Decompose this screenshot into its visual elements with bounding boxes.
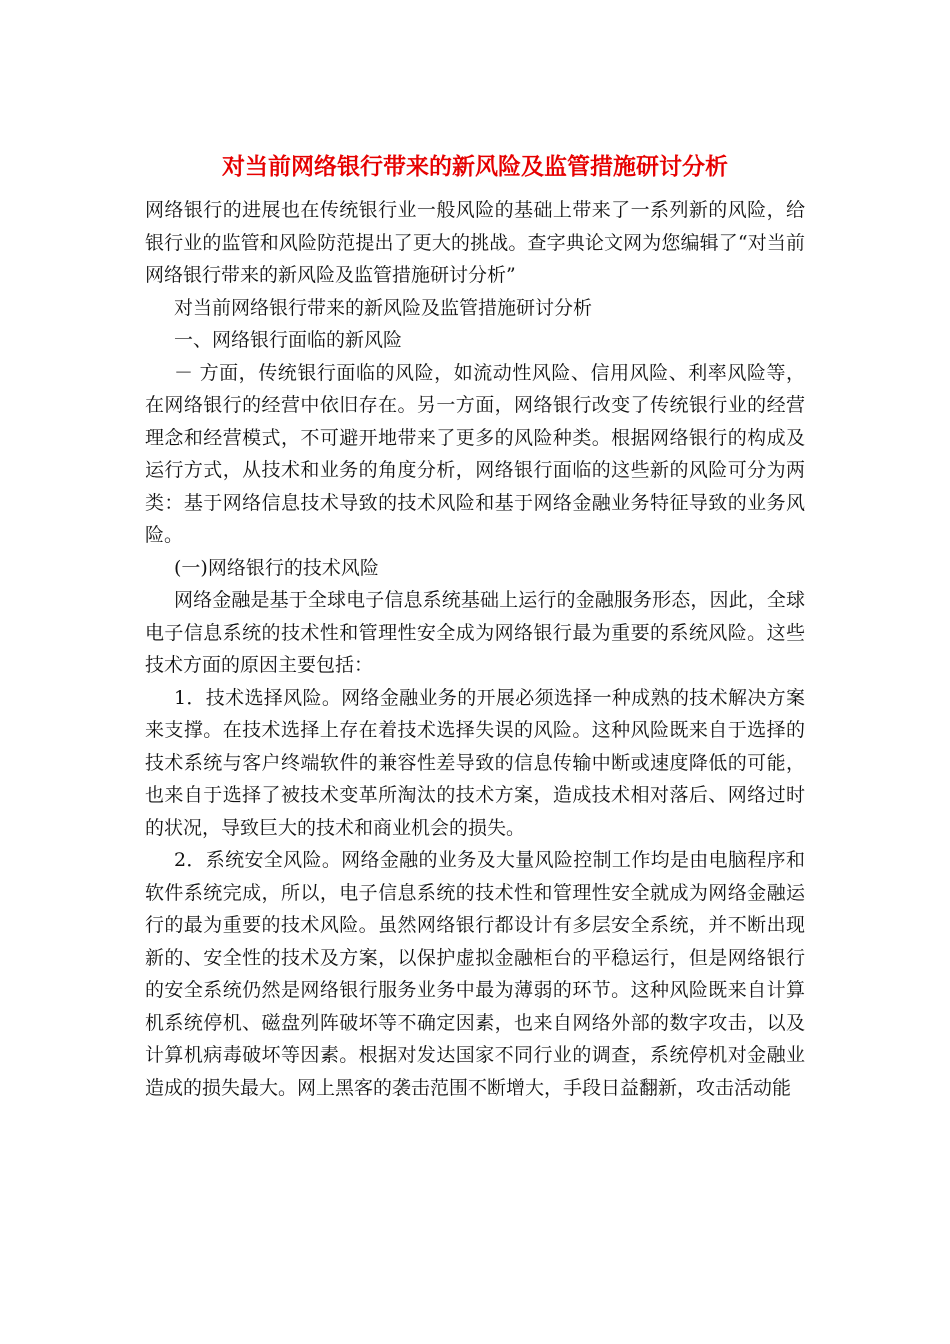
body-paragraph: － 方面，传统银行面临的风险，如流动性风险、信用风险、利率风险等，在网络银行的经营中依旧存在。另一方面，网络银行改变了传统银行业的经营理念和经营模式，不可避开地带来了更多的风险种类。根据网络银行的构成及运行方式，从技术和业务的角度分析，网络银行面临的这些新的风险可分为两类：基于网络信息技术导致的技术风险和基于网络金融业务特征导致的业务风险。 [145, 361, 805, 546]
body-paragraph: 1．技术选择风险。网络金融业务的开展必须选择一种成熟的技术解决方案来支撑。在技术选择上存在着技术选择失误的风险。这种风险既来自于选择的技术系统与客户终端软件的兼容性差导致的信息传输中断或速度降低的可能，也来自于选择了被技术变革所淘汰的技术方案，造成技术相对落后、网络过时的状况，导致巨大的技术和商业机会的损失。 [145, 686, 805, 839]
body-paragraph: 对当前网络银行带来的新风险及监管措施研讨分析 [174, 296, 593, 319]
body-paragraph: 一、网络银行面临的新风险 [174, 329, 403, 351]
body-paragraph: 网络金融是基于全球电子信息系统基础上运行的金融服务形态，因此，全球电子信息系统的技术性和管理性安全成为网络银行最为重要的系统风险。这些技术方面的原因主要包括： [145, 589, 805, 676]
body-paragraph: (一)网络银行的技术风险 [174, 556, 379, 579]
document-body [145, 194, 805, 1104]
body-paragraph: 2．系统安全风险。网络金融的业务及大量风险控制工作均是由电脑程序和软件系统完成，所以，电子信息系统的技术性和管理性安全就成为网络金融运行的最为重要的技术风险。虽然网络银行都设计有多层安全系统，并不断出现新的、安全性的技术及方案，以保护虚拟金融柜台的平稳运行，但是网络银行的安全系统仍然是网络银行服务业务中最为薄弱的环节。这种风险既来自计算机系统停机、磁盘列阵破坏等不确定因素，也来自网络外部的数字攻击，以及计算机病毒破坏等因素。根据对发达国家不同行业的调查，系统停机对金融业造成的损失最大。网上黑客的袭击范围不断增大，手段日益翻新，攻击活动能 [145, 849, 805, 1099]
document-title: 对当前网络银行带来的新风险及监管措施研讨分析 [222, 153, 728, 180]
body-paragraph: 网络银行的进展也在传统银行业一般风险的基础上带来了一系列新的风险，给银行业的监管和风险防范提出了更大的挑战。查字典论文网为您编辑了“对当前网络银行带来的新风险及监管措施研讨分析” [145, 199, 805, 286]
